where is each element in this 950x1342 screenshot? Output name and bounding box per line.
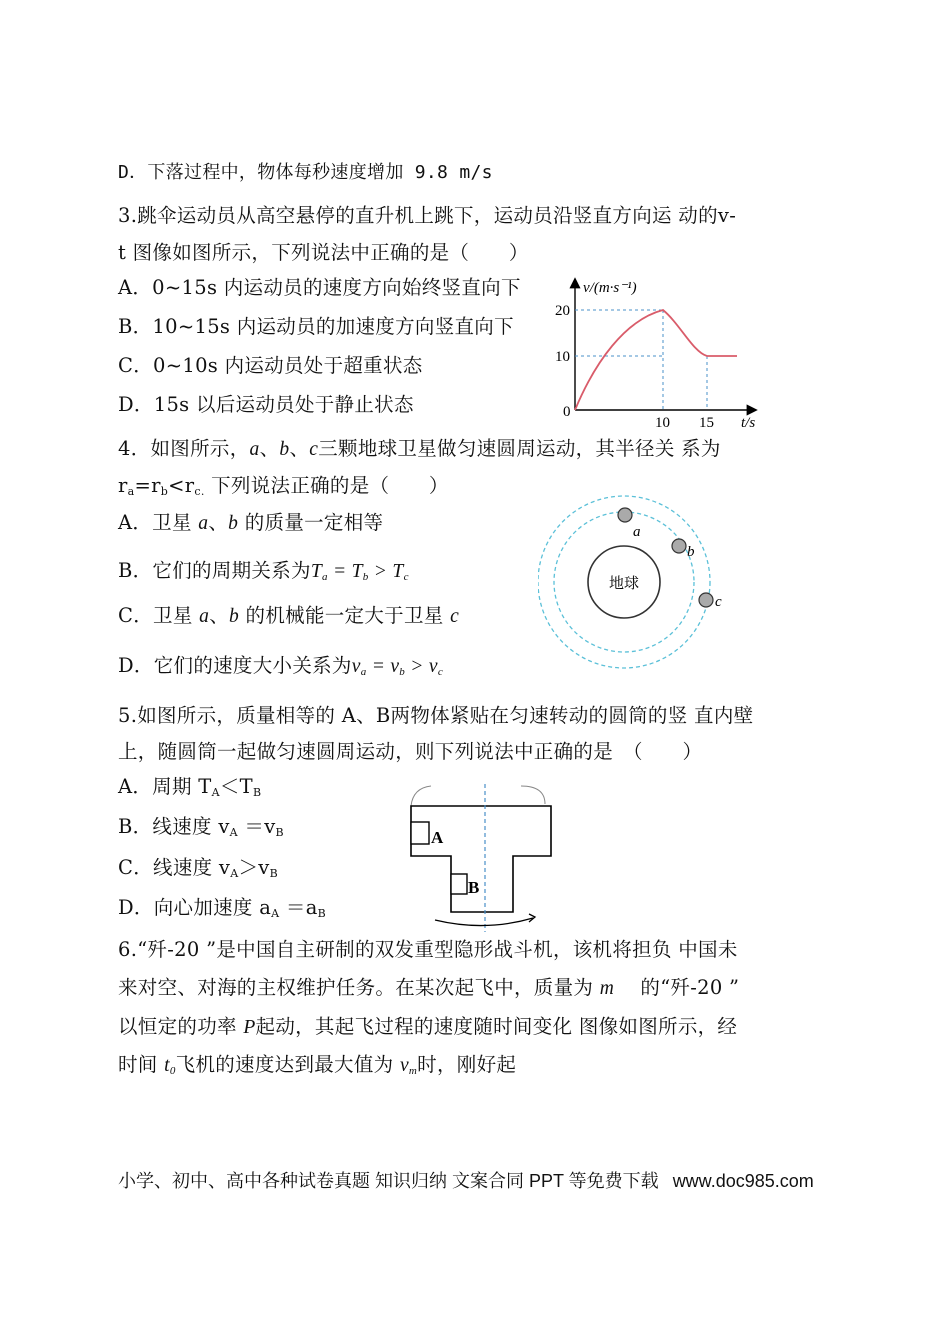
vt-x15: 15 [699, 415, 714, 431]
q3-option-c: C．0~10s 内运动员处于超重状态 [118, 354, 423, 377]
rotation-arrow [435, 918, 533, 926]
q3-stem-line1: 3.跳伞运动员从高空悬停的直升机上跳下，运动员沿竖直方向运 动的v- [118, 204, 737, 227]
vt-y10: 10 [555, 349, 570, 365]
q4-option-c: C．卫星 a、b 的机械能一定大于卫星 c [118, 604, 460, 627]
q5-stem-line2: 上，随圆筒一起做匀速圆周运动，则下列说法中正确的是 （ ） [118, 740, 703, 763]
q4-option-b: B．它们的周期关系为$T_a = T_b > T_c$ [118, 559, 409, 583]
q6-line1: 6.“歼-20 ”是中国自主研制的双发重型隐形战斗机，该机将担负 中国未 [118, 938, 738, 961]
block-b [451, 874, 467, 894]
q4-stem-line2: $r_a=r_b<r_{c.}$ 下列说法正确的是（ ） [118, 474, 449, 498]
cylinder-outline [411, 806, 551, 912]
svg-text:c: c [715, 594, 722, 610]
q4-option-a: A．卫星 a、b 的质量一定相等 [118, 511, 384, 534]
vt-curve [575, 310, 737, 410]
q3-stem-line2: t 图像如图所示，下列说法中正确的是（ ） [118, 241, 529, 264]
vt-xlabel: t/s [741, 415, 756, 431]
footer-url[interactable]: www.doc985.com [672, 1171, 814, 1191]
vt-y20: 20 [555, 303, 570, 319]
block-a [411, 822, 429, 844]
q5-stem-line1: 5.如图所示，质量相等的 A、B两物体紧贴在匀速转动的圆筒的竖 直内壁 [118, 704, 754, 727]
satellite-b [672, 539, 686, 553]
svg-text:B: B [468, 878, 480, 897]
vt-graph [555, 272, 770, 432]
q4-stem-line1: 4．如图所示，a、b、c三颗地球卫星做匀速圆周运动，其半径关 系为 [118, 437, 721, 460]
q3-option-b: B．10~15s 内运动员的加速度方向竖直向下 [118, 315, 514, 338]
q5-option-d: D．向心加速度 $a_A =a_B$ [118, 896, 327, 920]
q3-option-a: A．0~15s 内运动员的速度方向始终竖直向下 [118, 276, 521, 299]
q6-line2: 来对空、对海的主权维护任务。在某次起飞中，质量为 m 的“歼-20 ” [118, 976, 740, 999]
satellite-orbit-figure [538, 492, 728, 677]
footer [118, 1167, 814, 1193]
q2-option-d: D．下落过程中，物体每秒速度增加 9.8 m/s [118, 162, 493, 183]
satellite-a [618, 508, 632, 522]
svg-text:b: b [687, 544, 695, 560]
earth-label: 地球 [608, 574, 640, 592]
q5-option-b: B．线速度 $v_A =v_B$ [118, 815, 284, 839]
svg-text:A: A [431, 828, 444, 847]
top-arc [411, 786, 545, 806]
vt-ylabel: v/(m·s⁻¹) [583, 280, 637, 296]
q4-option-d: D．它们的速度大小关系为$v_a = v_b > v_c$ [118, 654, 444, 678]
satellite-c [699, 593, 713, 607]
q6-line4: 时间 $t_0$飞机的速度达到最大值为 $v_m$时，刚好起 [118, 1053, 517, 1077]
q6-line3: 以恒定的功率 P起动，其起飞过程的速度随时间变化 图像如图所示，经 [118, 1015, 738, 1038]
footer-text: 小学、初中、高中各种试卷真题 知识归纳 文案合同 PPT 等免费下载 [118, 1171, 659, 1191]
q5-option-a: A．周期 $T_A<T_B$ [118, 775, 262, 799]
rotating-cylinder-figure [405, 782, 557, 932]
svg-text:a: a [633, 524, 641, 540]
q3-option-d: D．15s 以后运动员处于静止状态 [118, 393, 414, 416]
vt-origin: 0 [563, 404, 571, 420]
q5-option-c: C．线速度 $v_A>v_B$ [118, 856, 279, 880]
vt-x10: 10 [655, 415, 670, 431]
